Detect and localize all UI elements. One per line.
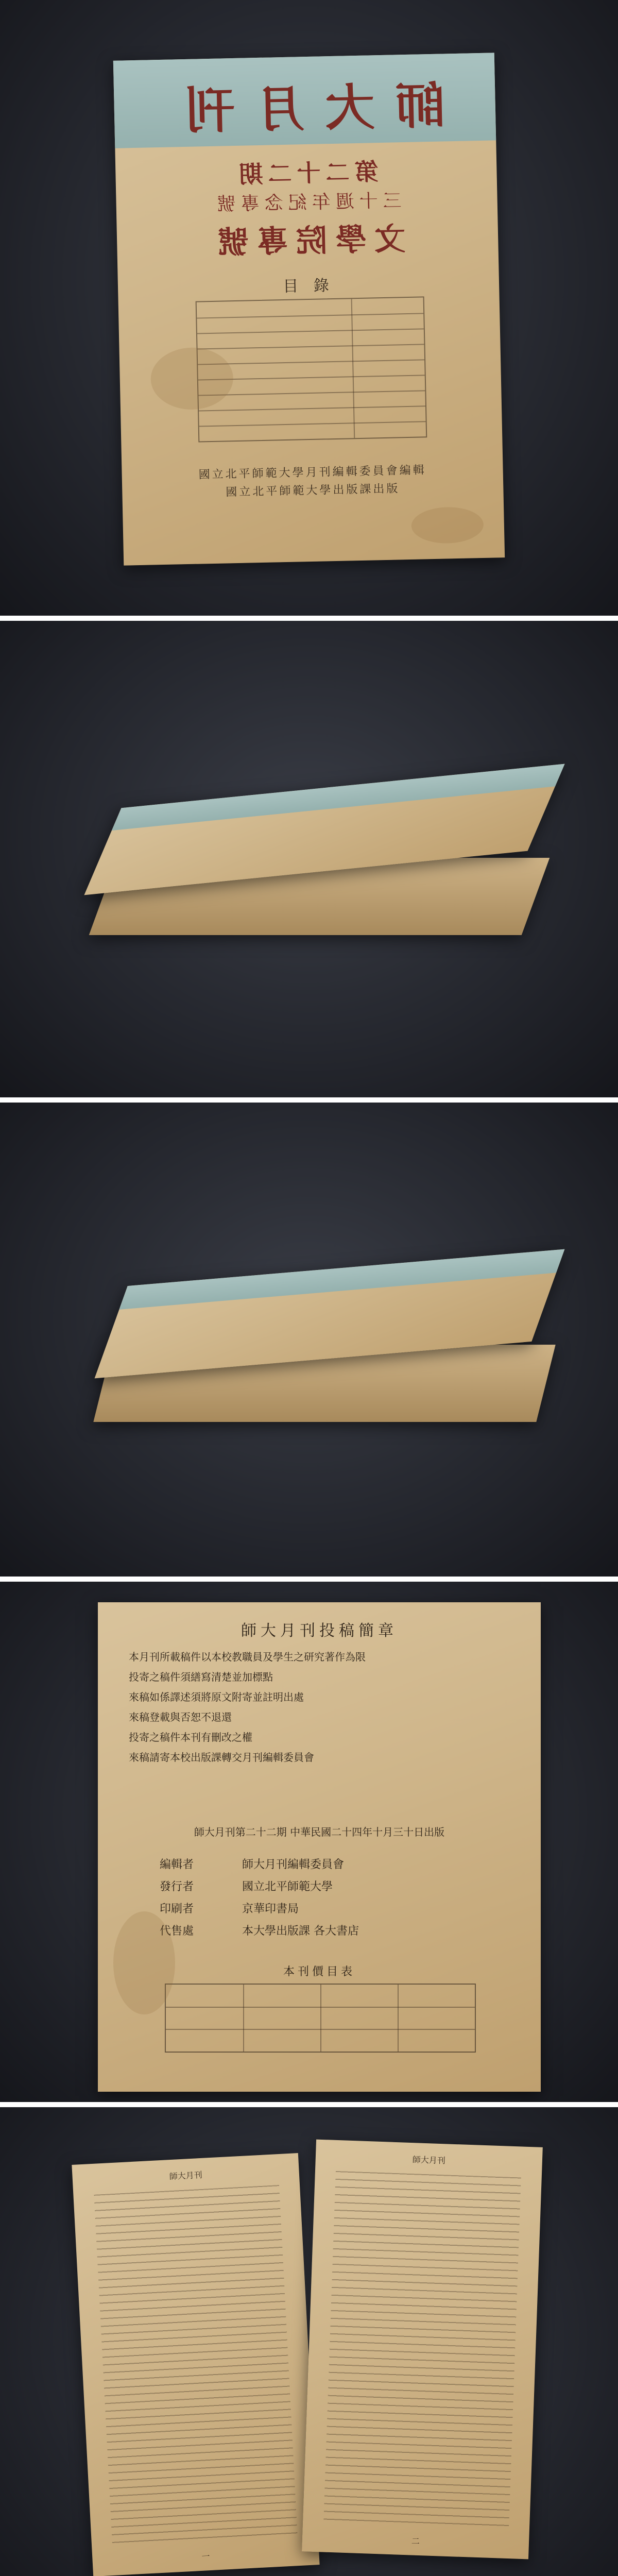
right-page-number: 二 [411,2536,420,2547]
photo-panel-angle-1 [0,621,618,1097]
cover-publisher-line-1: 國立北平師範大學月刊編輯委員會編輯 [198,464,426,482]
photo-panel-cover [0,0,618,616]
credit-role: 印刷者 [160,1903,194,1916]
price-table [165,1984,476,2053]
photo-panel-text-spread [0,2107,618,2576]
left-page-header: 師大月刊 [169,2170,203,2182]
colophon-page [98,1602,541,2092]
colophon-credits [160,1850,479,1944]
cover-series: 文學院專號 [209,221,406,262]
colophon-rule: 投寄之稿件須繕寫清楚並加標點 [129,1671,273,1683]
colophon-rule: 本月刊所載稿件以本校教職員及學生之研究著作為限 [129,1651,366,1663]
magazine-cover [113,53,505,565]
open-book-spread [82,2138,541,2576]
right-page [302,2140,543,2560]
price-table-title: 本刊價目表 [283,1965,355,1978]
credit-role: 編輯者 [160,1858,194,1871]
colophon-rule: 來稿請寄本校出版課轉交月刊編輯委員會 [129,1751,314,1764]
colophon-header: 師大月刊投稿簡章 [241,1622,398,1640]
colophon-rule: 投寄之稿件本刊有刪改之權 [129,1731,252,1743]
cover-publisher-line-2: 國立北平師範大學出版課出版 [226,482,400,499]
left-page-number: 一 [201,2551,210,2562]
credit-name: 京華印書局 [242,1903,299,1916]
credit-role: 發行者 [160,1880,194,1893]
credit-name: 國立北平師範大學 [242,1880,333,1893]
book-stack-angle-1 [82,775,546,961]
colophon-rules [129,1643,510,1769]
colophon-rule: 來稿如係譯述須將原文附寄並註明出處 [129,1691,304,1703]
credit-name: 本大學出版課 各大書店 [242,1925,359,1938]
cover-contents-title: 目 錄 [282,276,335,296]
cover-masthead-band [113,53,496,148]
left-page [72,2153,319,2576]
cover-issue: 第二十二期 [233,158,379,189]
cover-issue-subtitle: 三十週年紀念專號 [212,190,402,215]
book-stack-angle-2 [88,1252,551,1448]
photo-panel-colophon [0,1582,618,2102]
photo-panel-angle-2 [0,1103,618,1577]
cover-masthead: 師大月刊 [164,76,445,141]
credit-name: 師大月刊編輯委員會 [242,1858,345,1871]
credit-role: 代售處 [160,1925,194,1938]
colophon-date-line: 師大月刊第二十二期 中華民國二十四年十月三十日出版 [194,1826,445,1838]
colophon-rule: 來稿登載與否恕不退還 [129,1711,232,1723]
right-page-header: 師大月刊 [412,2155,446,2166]
